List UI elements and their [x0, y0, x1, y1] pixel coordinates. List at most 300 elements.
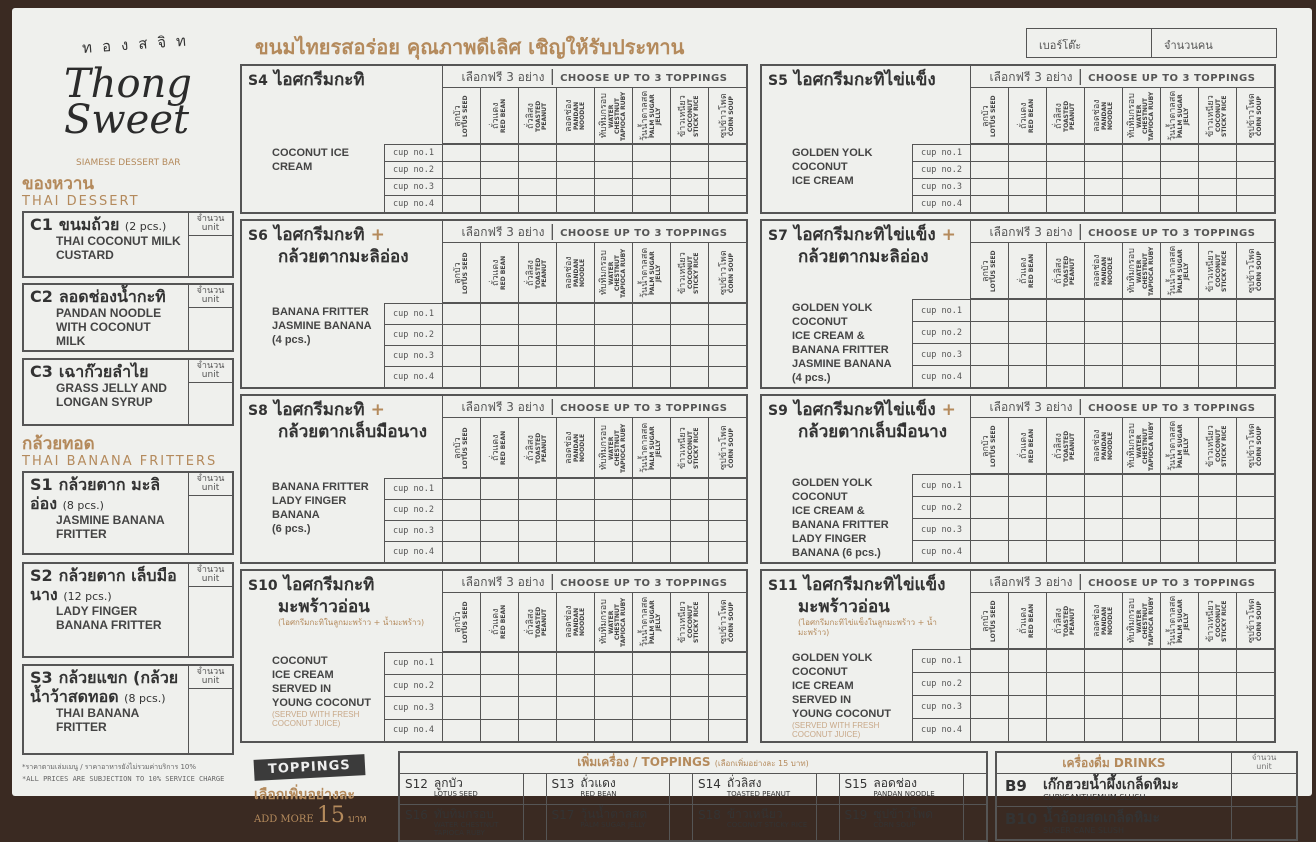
topping-column-label: [1093, 419, 1114, 473]
topping-checkbox[interactable]: [708, 499, 746, 520]
topping-checkbox[interactable]: [708, 195, 746, 212]
item-code: S18: [698, 808, 721, 822]
topping-checkbox[interactable]: [518, 520, 556, 541]
topping-checkbox[interactable]: [632, 520, 670, 541]
topping-checkbox[interactable]: [556, 324, 594, 345]
topping-checkbox[interactable]: [594, 303, 632, 324]
topping-checkbox[interactable]: [480, 674, 518, 696]
topping-checkbox[interactable]: [442, 652, 480, 674]
topping-checkbox[interactable]: [970, 321, 1008, 343]
topping-checkbox[interactable]: [556, 144, 594, 161]
topping-checkbox[interactable]: [1008, 672, 1046, 695]
topping-checkbox[interactable]: [970, 718, 1008, 741]
topping-checkbox[interactable]: [556, 696, 594, 718]
topping-checkbox[interactable]: [1160, 540, 1198, 562]
topping-checkbox[interactable]: [594, 195, 632, 212]
quantity-field[interactable]: [188, 285, 232, 350]
topping-checkbox[interactable]: [1084, 343, 1122, 365]
topping-checkbox[interactable]: [1236, 195, 1274, 212]
topping-checkbox[interactable]: [1122, 299, 1160, 321]
topping-checkbox[interactable]: [708, 345, 746, 366]
topping-checkbox[interactable]: [1122, 518, 1160, 540]
topping-checkbox[interactable]: [1084, 672, 1122, 695]
topping-checkbox[interactable]: [1084, 474, 1122, 496]
topping-checkbox[interactable]: [970, 496, 1008, 518]
topping-checkbox[interactable]: [1046, 178, 1084, 195]
topping-checkbox[interactable]: [518, 719, 556, 741]
topping-checkbox[interactable]: [518, 478, 556, 499]
topping-checkbox[interactable]: [1084, 161, 1122, 178]
topping-checkbox[interactable]: [1160, 672, 1198, 695]
topping-checkbox[interactable]: [670, 178, 708, 195]
topping-checkbox[interactable]: [1236, 518, 1274, 540]
topping-checkbox[interactable]: [442, 366, 480, 387]
topping-checkbox[interactable]: [480, 478, 518, 499]
topping-checkbox[interactable]: [1160, 161, 1198, 178]
extra-topping-s19[interactable]: [840, 805, 987, 840]
topping-checkbox[interactable]: [1198, 299, 1236, 321]
topping-checkbox[interactable]: [1160, 343, 1198, 365]
extra-topping-s17[interactable]: [547, 805, 694, 840]
quantity-field[interactable]: [188, 360, 232, 424]
topping-checkbox[interactable]: [970, 365, 1008, 387]
topping-checkbox[interactable]: [1122, 365, 1160, 387]
topping-checkbox[interactable]: [1008, 474, 1046, 496]
item-code: S6: [248, 228, 268, 244]
topping-checkbox[interactable]: [1122, 343, 1160, 365]
topping-checkbox[interactable]: [1122, 178, 1160, 195]
topping-checkbox[interactable]: [1198, 672, 1236, 695]
topping-checkbox[interactable]: [594, 324, 632, 345]
topping-checkbox[interactable]: [442, 541, 480, 562]
topping-checkbox[interactable]: [518, 195, 556, 212]
topping-checkbox[interactable]: [556, 652, 594, 674]
unit-header: [189, 666, 232, 689]
topping-th: ลอดช่อง: [564, 431, 574, 464]
topping-checkbox[interactable]: [518, 541, 556, 562]
topping-checkbox[interactable]: [708, 144, 746, 161]
topping-checkbox[interactable]: [670, 324, 708, 345]
topping-checkbox[interactable]: [1198, 161, 1236, 178]
topping-checkbox[interactable]: [556, 520, 594, 541]
topping-checkbox[interactable]: [1046, 321, 1084, 343]
topping-checkbox[interactable]: [670, 478, 708, 499]
topping-checkbox[interactable]: [556, 541, 594, 562]
topping-checkbox[interactable]: [442, 478, 480, 499]
topping-column-label: [679, 595, 700, 649]
topping-checkbox[interactable]: [518, 345, 556, 366]
topping-checkbox[interactable]: [1236, 144, 1274, 161]
topping-checkbox[interactable]: [556, 499, 594, 520]
topping-checkbox[interactable]: [708, 478, 746, 499]
topping-checkbox[interactable]: [1236, 299, 1274, 321]
topping-checkbox[interactable]: [1198, 343, 1236, 365]
cup-label: cup no.4: [912, 195, 970, 212]
topping-checkbox[interactable]: [1084, 540, 1122, 562]
item-desc: GRASS JELLY AND: [56, 381, 167, 395]
topping-checkbox[interactable]: [1008, 518, 1046, 540]
topping-checkbox[interactable]: [708, 366, 746, 387]
topping-checkbox[interactable]: [632, 652, 670, 674]
topping-checkbox[interactable]: [594, 499, 632, 520]
topping-checkbox[interactable]: [970, 144, 1008, 161]
topping-checkbox[interactable]: [556, 674, 594, 696]
topping-checkbox[interactable]: [1084, 649, 1122, 672]
topping-checkbox[interactable]: [442, 499, 480, 520]
topping-checkbox[interactable]: [1046, 144, 1084, 161]
topping-checkbox[interactable]: [1122, 672, 1160, 695]
topping-checkbox[interactable]: [1084, 321, 1122, 343]
topping-checkbox[interactable]: [442, 345, 480, 366]
topping-checkbox[interactable]: [480, 195, 518, 212]
topping-checkbox[interactable]: [1198, 474, 1236, 496]
topping-checkbox[interactable]: [1046, 718, 1084, 741]
topping-checkbox[interactable]: [1122, 144, 1160, 161]
topping-checkbox[interactable]: [970, 672, 1008, 695]
topping-checkbox[interactable]: [1198, 195, 1236, 212]
unit-th: จำนวน: [196, 667, 225, 677]
topping-checkbox[interactable]: [1046, 518, 1084, 540]
topping-checkbox[interactable]: [1236, 365, 1274, 387]
topping-checkbox[interactable]: [518, 178, 556, 195]
topping-checkbox[interactable]: [708, 652, 746, 674]
topping-checkbox[interactable]: [518, 674, 556, 696]
topping-checkbox[interactable]: [518, 324, 556, 345]
topping-checkbox[interactable]: [632, 144, 670, 161]
topping-checkbox[interactable]: [970, 474, 1008, 496]
topping-checkbox[interactable]: [594, 161, 632, 178]
topping-checkbox[interactable]: [1122, 695, 1160, 718]
topping-checkbox[interactable]: [708, 541, 746, 562]
topping-checkbox[interactable]: [1046, 195, 1084, 212]
topping-checkbox[interactable]: [1122, 474, 1160, 496]
topping-checkbox[interactable]: [1236, 672, 1274, 695]
topping-checkbox[interactable]: [1084, 496, 1122, 518]
extra-topping-s18[interactable]: [693, 805, 840, 840]
topping-checkbox[interactable]: [480, 144, 518, 161]
topping-checkbox[interactable]: [1160, 299, 1198, 321]
topping-checkbox[interactable]: [1046, 540, 1084, 562]
item-title: [768, 400, 964, 422]
topping-checkbox[interactable]: [480, 324, 518, 345]
topping-checkbox[interactable]: [708, 178, 746, 195]
topping-checkbox[interactable]: [442, 674, 480, 696]
topping-checkbox[interactable]: [1198, 540, 1236, 562]
topping-checkbox[interactable]: [670, 696, 708, 718]
topping-checkbox[interactable]: [670, 366, 708, 387]
topping-checkbox[interactable]: [632, 719, 670, 741]
extra-topping-s12[interactable]: [400, 774, 547, 805]
add-more-currency: บาท: [348, 814, 367, 825]
topping-en: WATER CHESTNUT TAPIOCA RUBY: [608, 247, 627, 298]
topping-checkbox[interactable]: [708, 161, 746, 178]
topping-checkbox[interactable]: [1160, 496, 1198, 518]
topping-checkbox[interactable]: [442, 178, 480, 195]
topping-checkbox[interactable]: [1236, 718, 1274, 741]
topping-checkbox[interactable]: [1160, 518, 1198, 540]
topping-checkbox[interactable]: [1046, 343, 1084, 365]
topping-checkbox[interactable]: [1122, 540, 1160, 562]
topping-checkbox[interactable]: [594, 674, 632, 696]
topping-checkbox[interactable]: [1122, 649, 1160, 672]
topping-checkbox[interactable]: [632, 303, 670, 324]
extra-topping-s16[interactable]: [400, 805, 547, 840]
topping-checkbox[interactable]: [1084, 299, 1122, 321]
topping-checkbox[interactable]: [594, 541, 632, 562]
quantity-field[interactable]: [188, 473, 232, 553]
topping-checkbox[interactable]: [480, 178, 518, 195]
topping-checkbox[interactable]: [632, 195, 670, 212]
topping-checkbox[interactable]: [1084, 695, 1122, 718]
topping-checkbox[interactable]: [1160, 195, 1198, 212]
topping-checkbox[interactable]: [1008, 343, 1046, 365]
topping-checkbox[interactable]: [1122, 496, 1160, 518]
topping-checkbox[interactable]: [1008, 299, 1046, 321]
people-count-field[interactable]: จำนวนคน: [1164, 39, 1213, 52]
topping-checkbox[interactable]: [1008, 695, 1046, 718]
topping-checkbox[interactable]: [1160, 178, 1198, 195]
topping-checkbox[interactable]: [480, 719, 518, 741]
topping-checkbox[interactable]: [594, 652, 632, 674]
topping-checkbox[interactable]: [632, 366, 670, 387]
topping-th: วุ้นน้ำตาลสด: [640, 247, 650, 298]
topping-checkbox[interactable]: [1122, 718, 1160, 741]
topping-checkbox[interactable]: [556, 303, 594, 324]
topping-checkbox[interactable]: [518, 144, 556, 161]
topping-checkbox[interactable]: [632, 541, 670, 562]
topping-checkbox[interactable]: [670, 541, 708, 562]
topping-checkbox[interactable]: [556, 195, 594, 212]
topping-checkbox[interactable]: [518, 652, 556, 674]
topping-checkbox[interactable]: [1198, 496, 1236, 518]
topping-checkbox[interactable]: [970, 161, 1008, 178]
topping-checkbox[interactable]: [518, 161, 556, 178]
topping-th: ซุปข้าวโพด: [719, 93, 729, 138]
topping-th: วุ้นน้ำตาลสด: [640, 422, 650, 473]
topping-checkbox[interactable]: [632, 499, 670, 520]
topping-checkbox[interactable]: [970, 343, 1008, 365]
topping-checkbox[interactable]: [970, 195, 1008, 212]
topping-checkbox[interactable]: [670, 719, 708, 741]
topping-checkbox[interactable]: [670, 345, 708, 366]
topping-checkbox[interactable]: [442, 719, 480, 741]
item-desc-line: COCONUT ICE CREAM: [272, 147, 349, 173]
topping-checkbox[interactable]: [480, 345, 518, 366]
topping-checkbox[interactable]: [518, 696, 556, 718]
topping-checkbox[interactable]: [1046, 649, 1084, 672]
topping-checkbox[interactable]: [1160, 649, 1198, 672]
topping-checkbox[interactable]: [480, 520, 518, 541]
quantity-field[interactable]: [188, 213, 232, 276]
topping-checkbox[interactable]: [1160, 144, 1198, 161]
topping-checkbox[interactable]: [708, 303, 746, 324]
topping-checkbox[interactable]: [1236, 474, 1274, 496]
topping-checkbox[interactable]: [708, 696, 746, 718]
topping-checkbox[interactable]: [1046, 299, 1084, 321]
item-name: [727, 808, 807, 837]
topping-checkbox[interactable]: [1046, 474, 1084, 496]
topping-checkbox[interactable]: [670, 161, 708, 178]
topping-checkbox[interactable]: [1122, 195, 1160, 212]
topping-checkbox[interactable]: [1160, 321, 1198, 343]
extra-topping-s14[interactable]: [693, 774, 840, 805]
topping-checkbox[interactable]: [1046, 672, 1084, 695]
topping-checkbox[interactable]: [556, 366, 594, 387]
topping-checkbox[interactable]: [632, 696, 670, 718]
topping-checkbox[interactable]: [1084, 195, 1122, 212]
topping-checkbox[interactable]: [556, 178, 594, 195]
topping-checkbox[interactable]: [1008, 144, 1046, 161]
topping-checkbox[interactable]: [1084, 178, 1122, 195]
topping-checkbox[interactable]: [632, 345, 670, 366]
topping-checkbox[interactable]: [480, 161, 518, 178]
topping-checkbox[interactable]: [1008, 540, 1046, 562]
topping-column-label: [1248, 89, 1263, 143]
topping-checkbox[interactable]: [518, 366, 556, 387]
topping-checkbox[interactable]: [632, 478, 670, 499]
brand-tagline: SIAMESE DESSERT BAR: [76, 158, 181, 168]
table-number-field[interactable]: เบอร์โต๊ะ: [1027, 29, 1152, 57]
topping-checkbox[interactable]: [1122, 161, 1160, 178]
topping-th: ข้าวเหนียว: [1206, 249, 1216, 292]
topping-checkbox[interactable]: [1008, 496, 1046, 518]
topping-checkbox[interactable]: [970, 649, 1008, 672]
topping-checkbox[interactable]: [518, 303, 556, 324]
topping-checkbox[interactable]: [1046, 365, 1084, 387]
topping-checkbox[interactable]: [1236, 343, 1274, 365]
extra-topping-s15[interactable]: [840, 774, 987, 805]
topping-checkbox[interactable]: [670, 499, 708, 520]
topping-checkbox[interactable]: [480, 499, 518, 520]
quantity-field[interactable]: [1231, 774, 1296, 807]
topping-checkbox[interactable]: [1236, 321, 1274, 343]
topping-checkbox[interactable]: [632, 674, 670, 696]
topping-checkbox[interactable]: [632, 324, 670, 345]
extra-topping-s13[interactable]: [547, 774, 694, 805]
topping-checkbox[interactable]: [594, 178, 632, 195]
topping-checkbox[interactable]: [594, 696, 632, 718]
topping-checkbox[interactable]: [1198, 178, 1236, 195]
toppings-banner: TOPPINGS: [254, 754, 366, 781]
topping-checkbox[interactable]: [1198, 718, 1236, 741]
topping-checkbox[interactable]: [970, 299, 1008, 321]
topping-checkbox[interactable]: [1236, 161, 1274, 178]
topping-checkbox[interactable]: [442, 520, 480, 541]
topping-checkbox[interactable]: [970, 178, 1008, 195]
topping-checkbox[interactable]: [1008, 718, 1046, 741]
topping-checkbox[interactable]: [1084, 518, 1122, 540]
topping-checkbox[interactable]: [1236, 178, 1274, 195]
topping-checkbox[interactable]: [708, 719, 746, 741]
topping-checkbox[interactable]: [1160, 695, 1198, 718]
topping-column-header: [594, 88, 632, 144]
topping-checkbox[interactable]: [708, 324, 746, 345]
topping-checkbox[interactable]: [632, 178, 670, 195]
topping-checkbox[interactable]: [556, 345, 594, 366]
topping-checkbox[interactable]: [1084, 144, 1122, 161]
topping-checkbox[interactable]: [1198, 365, 1236, 387]
topping-checkbox[interactable]: [1046, 161, 1084, 178]
topping-checkbox[interactable]: [594, 719, 632, 741]
topping-checkbox[interactable]: [670, 674, 708, 696]
topping-checkbox[interactable]: [556, 161, 594, 178]
topping-checkbox[interactable]: [670, 652, 708, 674]
topping-checkbox[interactable]: [442, 696, 480, 718]
topping-checkbox[interactable]: [1008, 195, 1046, 212]
topping-checkbox[interactable]: [594, 478, 632, 499]
topping-checkbox[interactable]: [1008, 161, 1046, 178]
topping-column-label: [679, 421, 700, 475]
topping-checkbox[interactable]: [1236, 649, 1274, 672]
topping-checkbox[interactable]: [1084, 718, 1122, 741]
topping-checkbox[interactable]: [442, 195, 480, 212]
topping-checkbox[interactable]: [670, 303, 708, 324]
toppings-header-th: เลือกฟรี 3 อย่าง: [989, 225, 1073, 239]
topping-checkbox[interactable]: [442, 161, 480, 178]
quantity-field[interactable]: [188, 564, 232, 656]
topping-checkbox[interactable]: [1084, 365, 1122, 387]
quantity-field[interactable]: [188, 666, 232, 753]
topping-checkbox[interactable]: [1046, 695, 1084, 718]
topping-checkbox[interactable]: [670, 144, 708, 161]
topping-checkbox[interactable]: [556, 719, 594, 741]
topping-checkbox[interactable]: [1160, 474, 1198, 496]
topping-checkbox[interactable]: [480, 303, 518, 324]
topping-checkbox[interactable]: [518, 499, 556, 520]
topping-checkbox[interactable]: [1008, 321, 1046, 343]
topping-checkbox[interactable]: [480, 541, 518, 562]
topping-checkbox[interactable]: [1236, 540, 1274, 562]
item-name-th: ลูกบัว: [433, 776, 463, 790]
topping-checkbox[interactable]: [594, 366, 632, 387]
topping-checkbox[interactable]: [632, 161, 670, 178]
topping-checkbox[interactable]: [970, 695, 1008, 718]
topping-checkbox[interactable]: [1198, 695, 1236, 718]
topping-checkbox[interactable]: [1198, 649, 1236, 672]
topping-checkbox[interactable]: [1198, 321, 1236, 343]
topping-checkbox[interactable]: [1008, 365, 1046, 387]
topping-checkbox[interactable]: [1122, 321, 1160, 343]
topping-checkbox[interactable]: [442, 144, 480, 161]
quantity-field[interactable]: [1231, 807, 1296, 839]
topping-checkbox[interactable]: [442, 324, 480, 345]
topping-checkbox[interactable]: [1160, 365, 1198, 387]
topping-checkbox[interactable]: [1198, 144, 1236, 161]
topping-checkbox[interactable]: [1160, 718, 1198, 741]
topping-checkbox[interactable]: [1008, 649, 1046, 672]
topping-checkbox[interactable]: [480, 652, 518, 674]
topping-checkbox[interactable]: [1198, 518, 1236, 540]
topping-checkbox[interactable]: [480, 366, 518, 387]
topping-checkbox[interactable]: [594, 345, 632, 366]
item-desc-line: LADY FINGER: [272, 495, 347, 507]
topping-checkbox[interactable]: [970, 540, 1008, 562]
topping-checkbox[interactable]: [670, 195, 708, 212]
topping-checkbox[interactable]: [1236, 496, 1274, 518]
topping-checkbox[interactable]: [594, 144, 632, 161]
topping-checkbox[interactable]: [480, 696, 518, 718]
topping-checkbox[interactable]: [594, 520, 632, 541]
topping-checkbox[interactable]: [442, 303, 480, 324]
topping-checkbox[interactable]: [556, 478, 594, 499]
topping-checkbox[interactable]: [1236, 695, 1274, 718]
topping-checkbox[interactable]: [670, 520, 708, 541]
topping-checkbox[interactable]: [708, 674, 746, 696]
topping-checkbox[interactable]: [970, 518, 1008, 540]
topping-checkbox[interactable]: [1046, 496, 1084, 518]
topping-checkbox[interactable]: [1008, 178, 1046, 195]
topping-checkbox[interactable]: [708, 520, 746, 541]
